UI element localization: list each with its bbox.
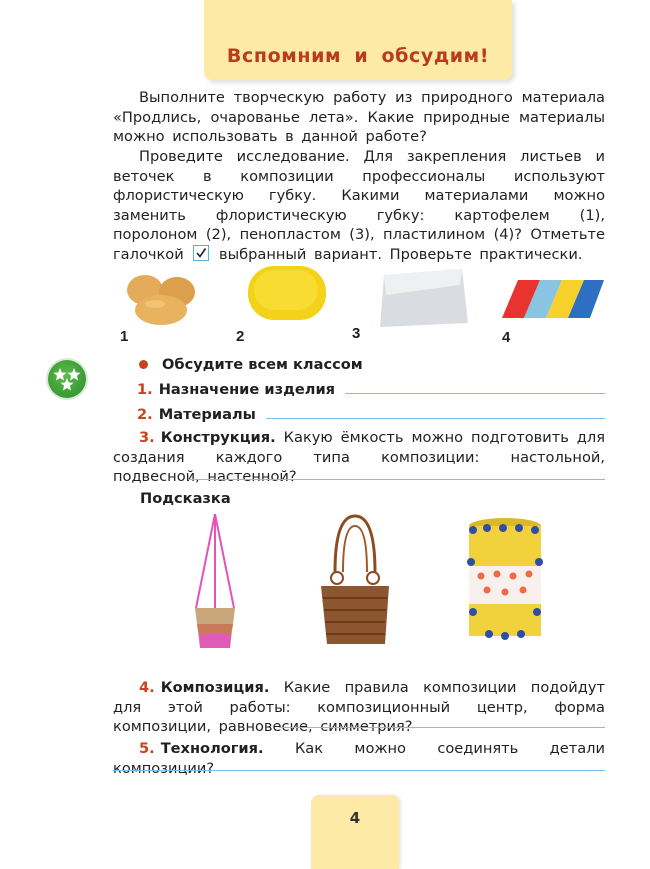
page-number: 4 xyxy=(349,809,361,827)
answer-line-purpose[interactable] xyxy=(345,393,605,394)
question-construction: 3. Конструкция. Какую ёмкость можно подготовить для создания каждого типа композиции: настольной, подвесной, настенной? xyxy=(113,429,605,485)
potato-image xyxy=(115,268,205,328)
hint-label: Подсказка xyxy=(140,490,231,507)
polystyrene-image xyxy=(372,263,472,331)
sponge-image xyxy=(244,262,330,324)
question-technology: 5. Технология. Как можно соединять детали композиции? xyxy=(113,740,605,777)
group-work-stars-icon xyxy=(48,360,86,398)
plasticine-image xyxy=(500,276,606,324)
intro-paragraph-2: Проведите исследование. Для закрепления листьев и веточек в композиции профессионалы используют флористическую губку. Какими материалами можно заменить флористическую губку: картофелем (1), поролоном (2), пенопластом (3), пластилином (4)? Отметьте галочкой выбранный вариант. Проверьте практически. xyxy=(113,148,605,263)
wicker-basket-image xyxy=(315,512,395,654)
question-purpose: 1. Назначение изделия xyxy=(113,378,605,398)
question-composition: 4. Композиция. Какие правила композиции подойдут для этой работы: композиционный центр, форма композиции, равновесие, симметрия? xyxy=(113,679,605,735)
section-title-box xyxy=(204,0,512,80)
answer-line-construction[interactable] xyxy=(188,479,605,480)
intro-paragraph-1: Выполните творческую работу из природного материала «Продлись, очарованье лета». Какие природные материалы можно использовать в данной работе? xyxy=(113,89,605,145)
section-title: Вспомним и обсудим! xyxy=(226,45,490,67)
bullet-icon xyxy=(139,360,148,369)
checkbox-icon xyxy=(193,245,209,261)
question-materials: 2. Материалы xyxy=(113,403,605,423)
discussion-heading: Обсудите всем классом xyxy=(113,353,605,373)
material-number-3: 3 xyxy=(352,325,361,342)
page-number-tab xyxy=(311,795,399,869)
material-number-2: 2 xyxy=(236,328,245,345)
material-number-1: 1 xyxy=(120,328,129,345)
material-number-4: 4 xyxy=(502,329,511,346)
answer-line-technology[interactable] xyxy=(113,770,605,771)
hanging-planter-image xyxy=(190,512,240,652)
answer-line-composition[interactable] xyxy=(279,727,605,728)
decorated-jar-image xyxy=(463,516,548,644)
answer-line-materials[interactable] xyxy=(266,418,605,419)
